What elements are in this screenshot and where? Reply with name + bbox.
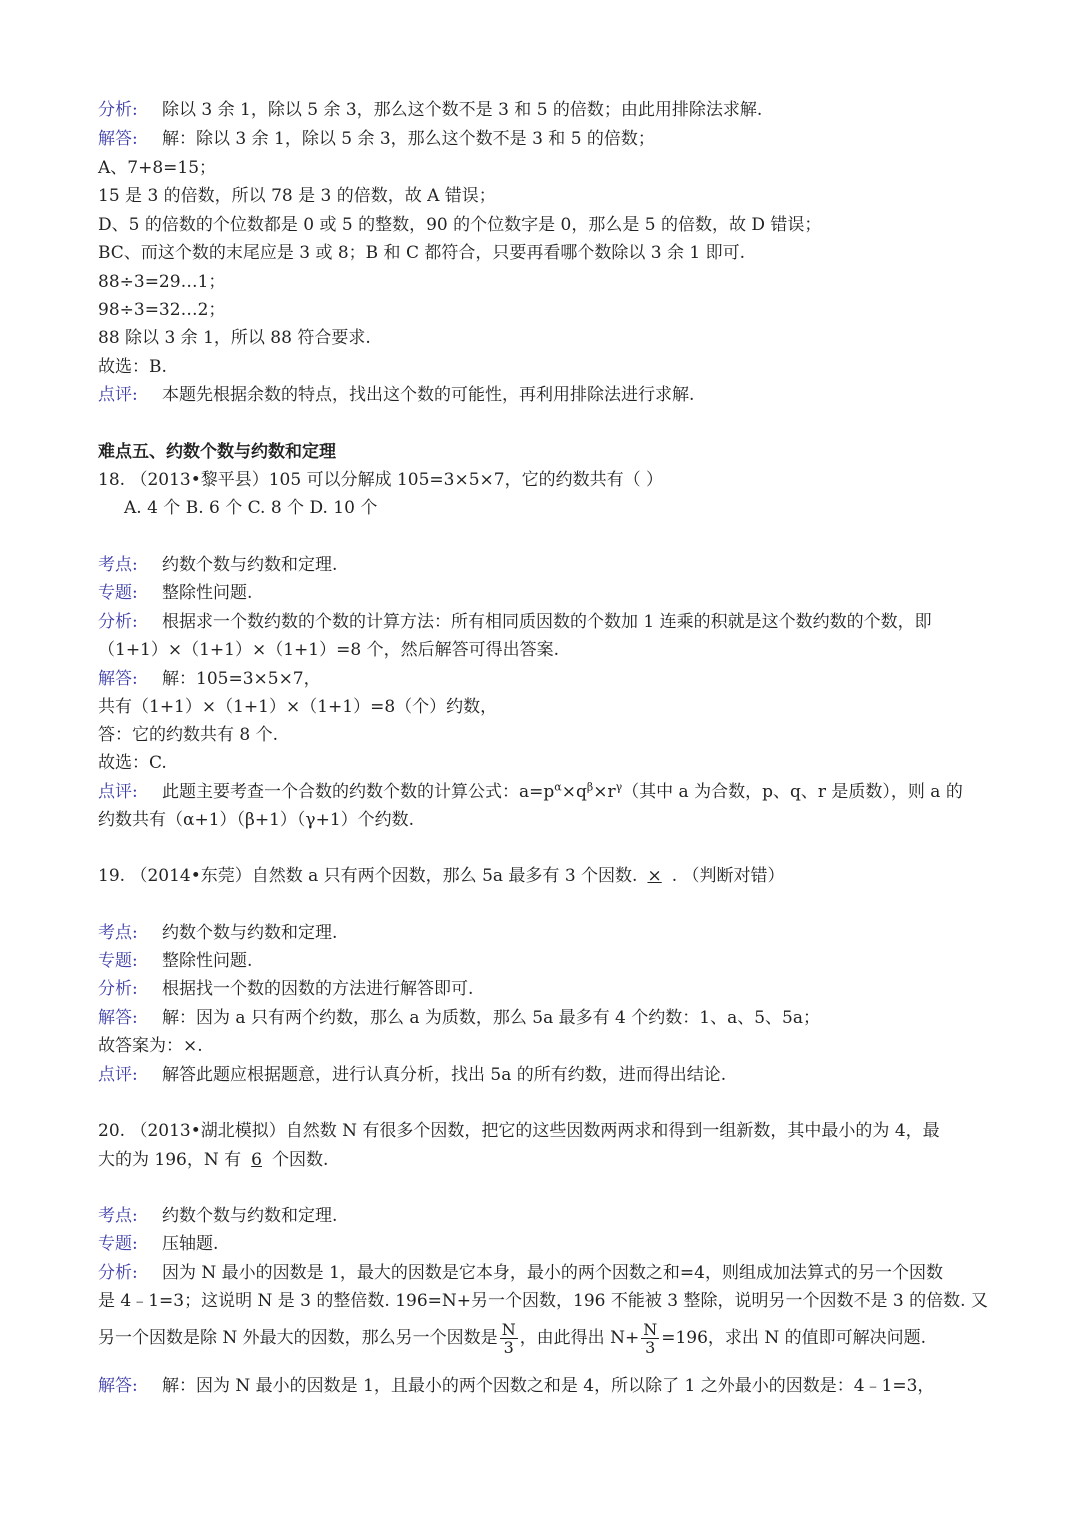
topic-label: 专题: — [98, 1234, 138, 1254]
point-label: 考点: — [98, 1206, 138, 1226]
topic-text: 压轴题. — [162, 1234, 219, 1254]
analysis-text-post: =196，求出 N 的值即可解决问题. — [661, 1328, 926, 1348]
q18-point — [98, 553, 337, 577]
comment-text: 解答此题应根据题意，进行认真分析，找出 5a 的所有约数，进而得出结论. — [162, 1065, 727, 1085]
q18-comment — [98, 780, 963, 804]
point-label: 考点: — [98, 923, 138, 943]
q17-line-3: D、5 的倍数的个位数都是 0 或 5 的整数，90 的个位数字是 0，那么是 5 的倍数，故 D 错误； — [98, 215, 822, 235]
q20-analysis-cont-2 — [98, 1320, 926, 1356]
comment-text: 本题先根据余数的特点，找出这个数的可能性，再利用排除法进行求解. — [162, 385, 695, 405]
fraction-denominator: 3 — [503, 1338, 514, 1357]
topic-label: 专题: — [98, 583, 138, 603]
q20-answer — [98, 1374, 934, 1398]
q17-line-4: BC、而这个数的末尾应是 3 或 8；B 和 C 都符合，只要再看哪个数除以 3 余 1 即可. — [98, 243, 746, 263]
q17-line-6: 98÷3=32…2； — [98, 300, 226, 320]
q18-line-3: 故选：C. — [98, 753, 167, 773]
q17-line-1: A、7+8=15； — [98, 158, 217, 178]
fraction-n-over-3 — [641, 1321, 659, 1356]
q20-stem: 20. （2013•湖北模拟）自然数 N 有很多个因数，把它的这些因数两两求和得到一组新数，其中最小的为 4，最 — [98, 1121, 940, 1141]
analysis-text-pre: 另一个因数是除 N 外最大的因数，那么另一个因数是 — [98, 1328, 498, 1348]
q18-stem: 18. （2013•黎平县）105 可以分解成 105=3×5×7，它的约数共有（ ） — [98, 470, 664, 490]
q17-line-7: 88 除以 3 余 1，所以 88 符合要求. — [98, 328, 371, 348]
analysis-label: 分析: — [98, 612, 138, 632]
fraction-n-over-3 — [500, 1321, 518, 1356]
q18-analysis — [98, 610, 932, 634]
answer-label: 解答: — [98, 129, 138, 149]
q19-topic — [98, 949, 252, 973]
point-text: 约数个数与约数和定理. — [162, 923, 338, 943]
fraction-numerator: N — [501, 1320, 516, 1339]
analysis-text: 除以 3 余 1，除以 5 余 3，那么这个数不是 3 和 5 的倍数；由此用排除法求解. — [162, 100, 763, 120]
q19-comment — [98, 1063, 726, 1087]
q17-comment — [98, 383, 694, 407]
q20-analysis — [98, 1261, 943, 1285]
gamma-superscript: γ — [615, 780, 623, 794]
stem-text-pre: 19. （2014•东莞）自然数 a 只有两个因数，那么 5a 最多有 3 个因数. — [98, 866, 638, 886]
analysis-text: 根据找一个数的因数的方法进行解答即可. — [162, 979, 474, 999]
q18-topic — [98, 581, 252, 605]
fraction-numerator: N — [643, 1320, 658, 1339]
analysis-text-mid: ，由此得出 N+ — [519, 1328, 640, 1348]
topic-text: 整除性问题. — [162, 951, 253, 971]
topic-label: 专题: — [98, 951, 138, 971]
analysis-label: 分析: — [98, 979, 138, 999]
comment-label: 点评: — [98, 385, 138, 405]
comment-label: 点评: — [98, 1065, 138, 1085]
answer-text: 解：因为 a 只有两个约数，那么 a 为质数，那么 5a 最多有 4 个约数：1、a、5、5a； — [162, 1008, 820, 1028]
q18-answer — [98, 667, 321, 691]
comment-text-post: （其中 a 为合数，p、q、r 是质数），则 a 的 — [622, 782, 963, 802]
answer-text: 解：105=3×5×7， — [162, 669, 321, 689]
q20-stem-cont — [98, 1148, 328, 1172]
beta-superscript: β — [586, 780, 594, 794]
q18-line-2: 答：它的约数共有 8 个. — [98, 725, 279, 745]
section-title: 难点五、约数个数与约数和定理 — [98, 442, 336, 462]
comment-text-mid2: ×r — [593, 782, 616, 802]
analysis-text: 因为 N 最小的因数是 1，最大的因数是它本身，最小的两个因数之和=4，则组成加法算式的另一个因数 — [162, 1263, 943, 1283]
q18-options: A. 4 个 B. 6 个 C. 8 个 D. 10 个 — [124, 498, 378, 518]
q18-analysis-cont: （1+1）×（1+1）×（1+1）=8 个，然后解答可得出答案. — [98, 640, 559, 660]
q17-analysis — [98, 98, 762, 122]
point-text: 约数个数与约数和定理. — [162, 1206, 338, 1226]
answer-blank: 6 — [251, 1150, 262, 1170]
q19-line-1: 故答案为：×. — [98, 1036, 203, 1056]
answer-label: 解答: — [98, 1376, 138, 1396]
alpha-superscript: α — [554, 780, 562, 794]
q20-point — [98, 1204, 337, 1228]
stem-text-post: . （判断对错） — [671, 866, 785, 886]
q17-line-5: 88÷3=29…1； — [98, 272, 226, 292]
analysis-text: 根据求一个数约数的个数的计算方法：所有相同质因数的个数加 1 连乘的积就是这个数约数的个数，即 — [162, 612, 932, 632]
q17-line-2: 15 是 3 的倍数，所以 78 是 3 的倍数，故 A 错误； — [98, 186, 496, 206]
point-label: 考点: — [98, 555, 138, 575]
q19-answer — [98, 1006, 820, 1030]
q19-point — [98, 921, 337, 945]
stem-text-post: 个因数. — [271, 1150, 329, 1170]
q17-answer — [98, 127, 655, 151]
topic-text: 整除性问题. — [162, 583, 253, 603]
q19-analysis — [98, 977, 473, 1001]
comment-label: 点评: — [98, 782, 138, 802]
analysis-label: 分析: — [98, 100, 138, 120]
analysis-label: 分析: — [98, 1263, 138, 1283]
q18-line-1: 共有（1+1）×（1+1）×（1+1）=8（个）约数， — [98, 697, 498, 717]
answer-blank: × — [647, 866, 662, 886]
answer-label: 解答: — [98, 669, 138, 689]
answer-label: 解答: — [98, 1008, 138, 1028]
q20-analysis-cont-1: 是 4﹣1=3；这说明 N 是 3 的整倍数. 196=N+另一个因数，196 不能被 3 整除，说明另一个因数不是 3 的倍数. 又 — [98, 1291, 988, 1311]
q19-stem — [98, 864, 785, 888]
point-text: 约数个数与约数和定理. — [162, 555, 338, 575]
answer-text: 解：因为 N 最小的因数是 1，且最小的两个因数之和是 4，所以除了 1 之外最小的因数是：4﹣1=3， — [162, 1376, 935, 1396]
comment-text-pre: 此题主要考查一个合数的约数个数的计算公式：a=p — [162, 782, 555, 802]
q18-comment-cont: 约数共有（α+1）（β+1）（γ+1）个约数. — [98, 810, 415, 830]
q17-line-8: 故选：B. — [98, 357, 167, 377]
fraction-denominator: 3 — [645, 1338, 656, 1357]
q20-topic — [98, 1232, 218, 1256]
comment-text-mid1: ×q — [561, 782, 587, 802]
answer-text: 解：除以 3 余 1，除以 5 余 3，那么这个数不是 3 和 5 的倍数； — [162, 129, 655, 149]
stem-text-pre: 大的为 196，N 有 — [98, 1150, 242, 1170]
